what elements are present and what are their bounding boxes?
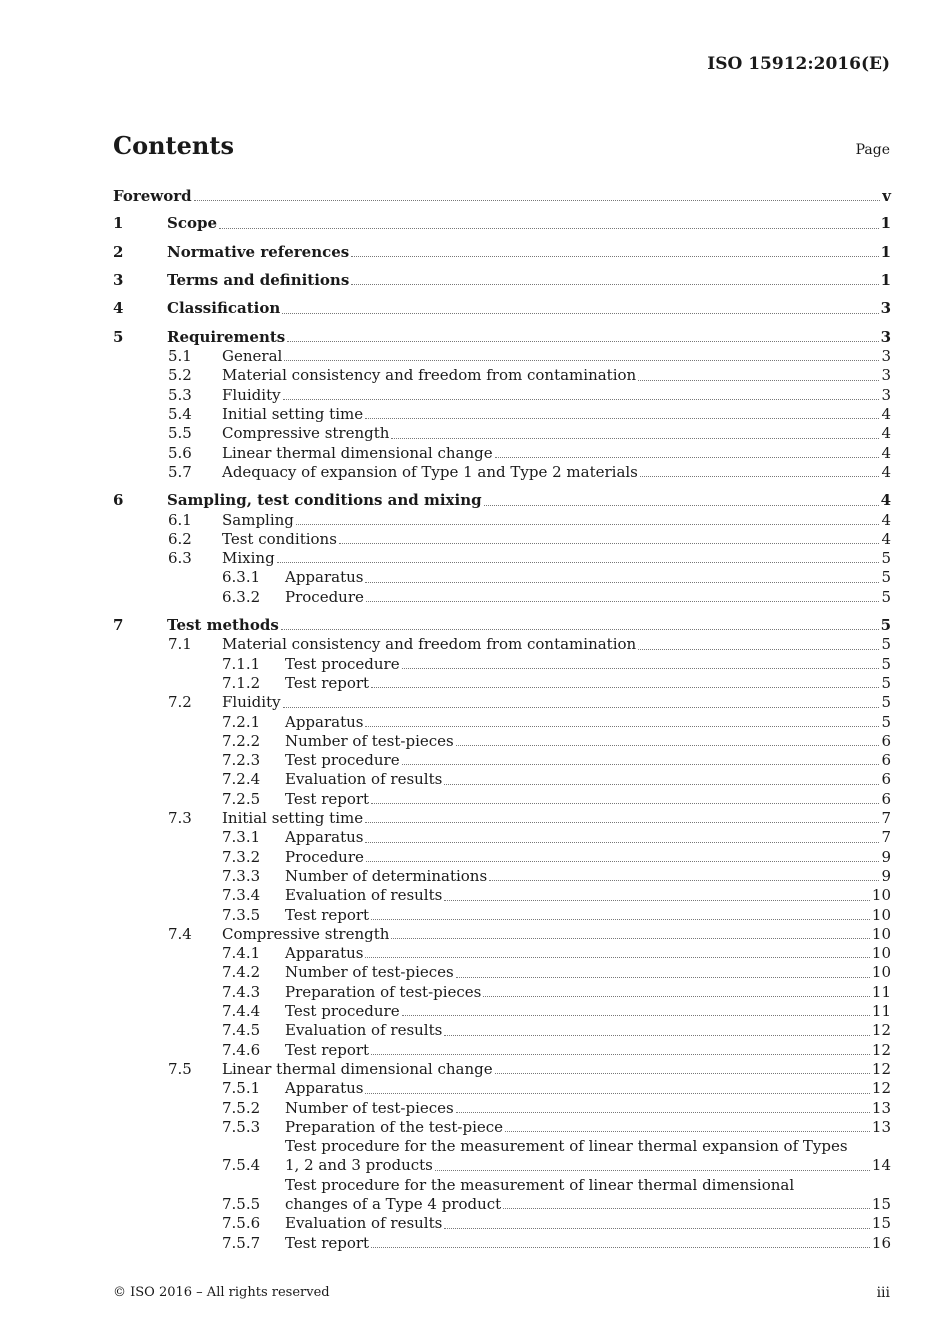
toc-entry-title: Apparatus [285,828,364,847]
toc-entry-title: Number of determinations [285,866,488,885]
toc-entry-page: 3 [880,327,891,346]
toc-entry-title: Sampling, test conditions and mixing [167,491,482,510]
toc-entry-number: 7.3 [168,809,192,828]
dot-leader [194,200,881,201]
toc-entry-number: 7.3.4 [222,886,261,905]
toc-entry[interactable] [113,366,891,385]
toc-entry-page: 3 [880,299,891,318]
dot-leader [505,1131,870,1132]
toc-entry[interactable] [113,511,891,530]
toc-entry[interactable] [113,290,891,318]
toc-entry-title: Foreword [113,186,192,205]
toc-entry[interactable] [113,186,891,206]
toc-entry-page: 10 [871,963,891,982]
dot-leader [444,1228,870,1229]
toc-entry-page: 4 [880,491,891,510]
toc-entry-number: 7.1 [168,635,192,654]
toc-entry-title: Linear thermal dimensional change [222,1059,493,1078]
toc-entry[interactable] [113,607,891,635]
toc-entry-number: 7.4 [168,924,192,943]
dot-leader [503,1208,870,1209]
toc-entry-title: Material consistency and freedom from contamination [222,635,637,654]
toc-entry[interactable] [113,405,891,424]
toc-entry-number: 7.5.6 [222,1214,261,1233]
toc-entry-title: Apparatus [285,944,364,963]
toc-entry[interactable] [113,206,891,234]
dot-leader [402,764,880,765]
toc-entry-number: 2 [113,242,124,261]
dot-leader [444,1035,870,1036]
toc-entry-page: 3 [881,366,891,385]
toc-entry[interactable] [113,1079,891,1098]
toc-entry-number: 7.4.2 [222,963,261,982]
toc-entry[interactable] [113,809,891,828]
toc-entry-number: 7.2.4 [222,770,261,789]
toc-entry-title: Test report [285,674,370,692]
toc-entry[interactable] [113,482,891,510]
page-column-label: Page [855,142,890,158]
toc-entry[interactable] [113,1021,891,1040]
toc-entry-number: 6.2 [168,529,192,548]
toc-entry[interactable] [113,463,891,482]
toc-entry-title: Adequacy of expansion of Type 1 and Type 2 materials [222,462,638,481]
toc-entry-title: Requirements [167,327,286,346]
dot-leader [339,543,880,544]
toc-entry-number: 1 [113,214,124,233]
toc-entry-number: 7.5.3 [222,1117,261,1136]
toc-entry-page: 6 [881,789,891,808]
toc-entry-page: 1 [880,242,891,261]
dot-leader [296,524,880,525]
toc-entry[interactable] [113,751,891,770]
dot-leader [365,842,879,843]
toc-entry[interactable] [113,867,891,886]
toc-entry-number: 7.2.5 [222,789,261,808]
dot-leader [366,601,880,602]
dot-leader [495,457,880,458]
toc-entry-page: 5 [881,587,891,606]
toc-entry[interactable] [113,424,891,443]
toc-entry[interactable] [113,693,891,712]
toc-entry[interactable] [113,1099,891,1118]
dot-leader [283,399,880,400]
dot-leader [638,380,879,381]
toc-entry[interactable] [113,1060,891,1079]
toc-entry-title: Test report [285,905,370,924]
toc-entry-title: Apparatus [285,1079,364,1098]
toc-entry-title: Terms and definitions [167,270,350,289]
toc-entry-title-continued: 1, 2 and 3 products [285,1156,433,1175]
dot-leader [456,977,870,978]
toc-entry-page: 4 [881,529,891,548]
dot-leader [435,1170,870,1171]
toc-entry[interactable] [113,963,891,982]
toc-entry[interactable] [113,1176,891,1215]
toc-entry-page: 4 [881,462,891,481]
toc-entry-page: 12 [871,1021,891,1040]
toc-entry-number: 7.3.3 [222,866,261,885]
toc-entry[interactable] [113,530,891,549]
dot-leader [489,880,879,881]
dot-leader [365,957,869,958]
dot-leader [483,996,870,997]
toc-entry-title: Test procedure [285,751,400,770]
toc-entry-page: 15 [871,1195,891,1214]
dot-leader [365,418,879,419]
toc-entry-page: 5 [881,674,891,692]
toc-entry-page: 14 [871,1156,891,1175]
toc-entry[interactable] [113,906,891,925]
toc-entry-title: Preparation of test-pieces [285,982,482,1001]
toc-entry-page: 4 [881,510,891,529]
toc-entry-title: Initial setting time [222,809,364,828]
toc-entry-number: 7.4.1 [222,944,261,963]
dot-leader [391,438,879,439]
toc-entry-page: 16 [871,1233,891,1252]
toc-entry-page: 10 [871,905,891,924]
toc-entry-page: 7 [881,809,891,828]
toc-entry-page: 6 [881,751,891,770]
toc-entry-title: Apparatus [285,712,364,731]
toc-entry[interactable] [113,1118,891,1137]
toc-entry-title: Linear thermal dimensional change [222,443,493,462]
dot-leader [351,256,878,257]
toc-entry-title: Initial setting time [222,404,364,423]
toc-entry[interactable] [113,674,891,693]
toc-entry-number: 7.4.5 [222,1021,261,1040]
toc-entry-page: 12 [871,1059,891,1078]
toc-entry-title: Sampling [222,510,294,529]
toc-entry-title: Test procedure for the measurement of linear thermal expansion of Types [285,1137,848,1156]
toc-entry-title: Fluidity [222,693,281,712]
toc-entry-title: Number of test-pieces [285,963,454,982]
toc-entry[interactable] [113,828,891,847]
toc-entry[interactable] [113,568,891,587]
dot-leader [391,938,869,939]
toc-entry[interactable] [113,925,891,944]
toc-entry-page: 11 [871,1002,891,1021]
toc-entry-page: 5 [881,693,891,712]
toc-entry-title: Evaluation of results [285,1214,443,1233]
toc-entry-title: Fluidity [222,385,281,404]
toc-entry-number: 7.3.1 [222,828,261,847]
toc-entry-page: 1 [880,270,891,289]
dot-leader [277,562,880,563]
toc-entry-number: 7.2.2 [222,731,261,750]
dot-leader [640,476,880,477]
toc-entry-number: 5.3 [168,385,192,404]
toc-entry[interactable] [113,848,891,867]
toc-entry[interactable] [113,944,891,963]
dot-leader [371,1054,870,1055]
toc-entry-page: 5 [881,635,891,654]
toc-entry[interactable] [113,1002,891,1021]
toc-entry-page: 5 [880,616,891,635]
toc-entry-page: 9 [881,847,891,866]
toc-entry-page: 1 [880,214,891,233]
dot-leader [351,284,878,285]
toc-entry[interactable] [113,886,891,905]
toc-entry[interactable] [113,319,891,347]
dot-leader [638,649,879,650]
toc-entry-page: 6 [881,770,891,789]
page-title: Contents [113,131,234,160]
toc-entry-number: 6.1 [168,510,192,529]
toc-entry-number: 7.4.3 [222,982,261,1001]
dot-leader [444,900,870,901]
dot-leader [365,822,879,823]
toc-entry-title: Evaluation of results [285,886,443,905]
dot-leader [371,687,879,688]
toc-entry-page: 3 [881,347,891,366]
document-id: ISO 15912:2016(E) [707,54,890,74]
toc-entry-page: 4 [881,443,891,462]
toc-entry-number: 7.2.1 [222,712,261,731]
dot-leader [402,668,880,669]
toc-entry-page: 5 [881,712,891,731]
toc-entry-title: Number of test-pieces [285,1098,454,1117]
toc-entry-title: Material consistency and freedom from contamination [222,366,637,385]
toc-entry-number: 7.1.1 [222,654,261,673]
toc-entry-page: 5 [881,568,891,587]
toc-entry-title: Classification [167,299,281,318]
toc-entry[interactable] [113,732,891,751]
toc-entry[interactable] [113,1041,891,1060]
toc-entry-title: Test conditions [222,529,337,548]
toc-entry-page: 13 [871,1098,891,1117]
toc-entry-title: Test report [285,1040,370,1059]
dot-leader [283,707,880,708]
toc-entry-number: 7.1.2 [222,674,261,692]
toc-entry-number: 7.5.5 [222,1195,261,1214]
toc-entry[interactable] [113,635,891,654]
toc-entry-page: 4 [881,424,891,443]
dot-leader [365,582,879,583]
toc-entry-title: Test procedure [285,654,400,673]
dot-leader [456,745,880,746]
dot-leader [366,861,880,862]
toc-entry-page: 10 [871,924,891,943]
toc-entry-title: Apparatus [285,568,364,587]
toc-entry-number: 4 [113,299,124,318]
toc-entry-title: Scope [167,214,218,233]
toc-entry-title: Test report [285,789,370,808]
toc-entry-title: Mixing [222,549,275,568]
toc-entry-title: Evaluation of results [285,1021,443,1040]
toc-entry-page: 15 [871,1214,891,1233]
toc-entry-title: Preparation of the test-piece [285,1117,504,1136]
dot-leader [281,629,879,630]
dot-leader [371,803,879,804]
toc-entry-number: 6.3.2 [222,587,261,606]
toc-entry-page: 11 [871,982,891,1001]
dot-leader [484,505,879,506]
toc-entry[interactable] [113,588,891,607]
toc-entry-title: Procedure [285,587,364,606]
toc-entry-title-continued: changes of a Type 4 product [285,1195,502,1214]
toc-entry-number: 6 [113,491,124,510]
dot-leader [287,341,878,342]
dot-leader [282,313,878,314]
toc-entry-page: 13 [871,1117,891,1136]
toc-entry[interactable] [113,234,891,262]
toc-entry-number: 7.4.6 [222,1040,261,1059]
toc-entry-page: 9 [881,866,891,885]
toc-entry[interactable] [113,983,891,1002]
toc-entry-number: 7.3.2 [222,847,261,866]
toc-entry[interactable] [113,262,891,290]
toc-entry[interactable] [113,1234,891,1253]
table-of-contents [113,186,891,1253]
toc-entry[interactable] [113,655,891,674]
toc-entry[interactable] [113,770,891,789]
toc-entry-page: 12 [871,1079,891,1098]
toc-entry-number: 7.3.5 [222,905,261,924]
toc-entry-number: 7.5.7 [222,1233,261,1252]
toc-entry-number: 5.4 [168,404,192,423]
toc-entry-number: 7.4.4 [222,1002,261,1021]
toc-entry[interactable] [113,1137,891,1176]
page-number: iii [876,1285,890,1301]
toc-entry-page: 10 [871,886,891,905]
toc-entry-page: 4 [881,404,891,423]
dot-leader [371,919,870,920]
dot-leader [444,784,879,785]
dot-leader [402,1015,870,1016]
toc-entry-title: General [222,347,283,366]
toc-entry[interactable] [113,713,891,732]
toc-entry-number: 5.1 [168,347,192,366]
toc-entry-page: 7 [881,828,891,847]
dot-leader [365,726,879,727]
toc-entry-number: 7 [113,616,124,635]
dot-leader [371,1247,870,1248]
toc-entry-page: v [882,186,891,205]
toc-entry-number: 6.3 [168,549,192,568]
toc-entry-number: 7.5.1 [222,1079,261,1098]
toc-entry[interactable] [113,549,891,568]
toc-entry-title: Compressive strength [222,924,390,943]
toc-entry-number: 5.6 [168,443,192,462]
toc-entry[interactable] [113,1214,891,1233]
toc-entry-number: 3 [113,270,124,289]
toc-entry[interactable] [113,790,891,809]
toc-entry-page: 10 [871,944,891,963]
toc-entry[interactable] [113,444,891,463]
toc-entry-number: 5.7 [168,462,192,481]
toc-entry-title: Test methods [167,616,279,635]
toc-entry-number: 6.3.1 [222,568,261,587]
toc-entry-title: Procedure [285,847,364,866]
toc-entry-page: 5 [881,654,891,673]
toc-entry-page: 6 [881,731,891,750]
toc-entry-title: Test procedure [285,1002,400,1021]
dot-leader [219,228,879,229]
dot-leader [284,360,879,361]
toc-entry-number: 5 [113,327,124,346]
dot-leader [456,1112,870,1113]
toc-entry-title: Normative references [167,242,350,261]
toc-entry-page: 12 [871,1040,891,1059]
toc-entry-number: 7.5 [168,1059,192,1078]
toc-entry-page: 3 [881,385,891,404]
toc-entry-number: 7.5.4 [222,1156,261,1175]
toc-entry-number: 7.5.2 [222,1098,261,1117]
toc-entry-title: Test report [285,1233,370,1252]
toc-entry-number: 5.5 [168,424,192,443]
copyright-notice: © ISO 2016 – All rights reserved [113,1285,330,1300]
toc-entry-number: 5.2 [168,366,192,385]
toc-entry[interactable] [113,347,891,366]
toc-entry[interactable] [113,386,891,405]
toc-entry-title: Number of test-pieces [285,731,454,750]
toc-entry-title: Compressive strength [222,424,390,443]
toc-entry-title: Test procedure for the measurement of linear thermal dimensional [285,1175,795,1194]
toc-entry-title: Evaluation of results [285,770,443,789]
toc-entry-number: 7.2.3 [222,751,261,770]
toc-entry-page: 5 [881,549,891,568]
dot-leader [365,1093,869,1094]
toc-entry-number: 7.2 [168,693,192,712]
dot-leader [495,1073,870,1074]
